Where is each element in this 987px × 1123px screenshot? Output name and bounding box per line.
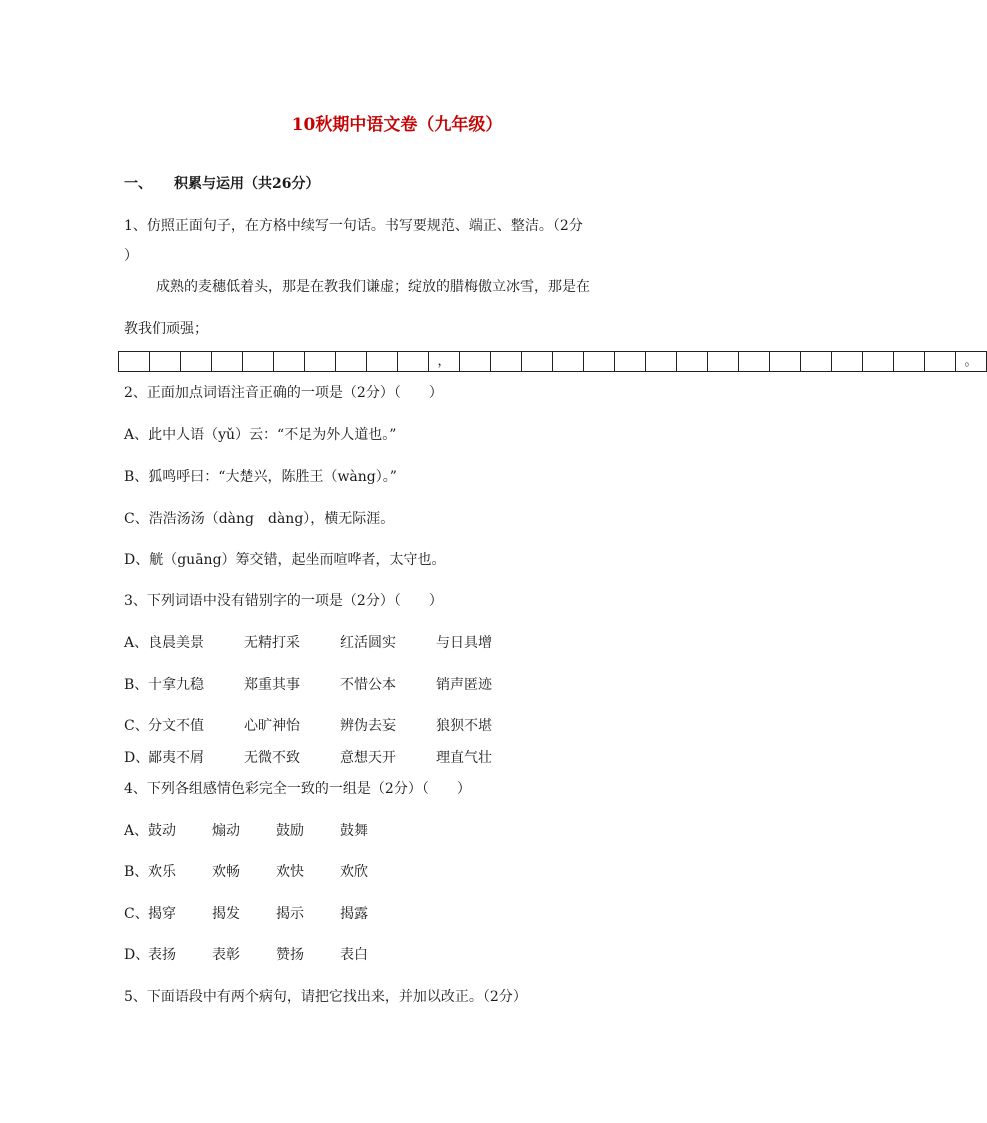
option-word: 心旷神怡 — [244, 718, 300, 734]
grid-cell[interactable] — [770, 352, 801, 371]
grid-cell[interactable] — [553, 352, 584, 371]
q4-option-b — [124, 862, 404, 882]
grid-cell[interactable] — [181, 352, 212, 371]
grid-cell[interactable] — [925, 352, 956, 371]
option-word: 良晨美景 — [148, 635, 204, 651]
option-word: 鼓励 — [276, 823, 304, 839]
q2-stem: 2、正面加点词语注音正确的一项是（2分）（ ） — [124, 385, 443, 401]
q3-option-c — [124, 716, 532, 736]
option-word: 揭露 — [340, 906, 368, 922]
option-word: 表白 — [340, 947, 368, 963]
option-word: 煽动 — [212, 823, 240, 839]
grid-cell[interactable] — [894, 352, 925, 371]
option-word: 红活圆实 — [340, 635, 396, 651]
option-word: 分文不值 — [148, 718, 204, 734]
grid-cell[interactable] — [863, 352, 894, 371]
grid-cell[interactable] — [491, 352, 522, 371]
option-word: 郑重其事 — [244, 677, 300, 693]
q4-option-a — [124, 821, 404, 841]
option-word: 表扬 — [148, 947, 176, 963]
option-label: D、 — [124, 750, 150, 766]
q2-option-c: C、浩浩汤汤（dàng dàng），横无际涯。 — [124, 511, 395, 527]
option-word: 揭示 — [276, 906, 304, 922]
grid-cell[interactable] — [646, 352, 677, 371]
q3-option-a — [124, 633, 532, 653]
option-label: D、 — [124, 947, 150, 963]
grid-cell[interactable]: ， — [429, 352, 460, 371]
option-word: 意想天开 — [340, 750, 396, 766]
option-label: B、 — [124, 677, 149, 693]
section-label: 积累与运用（共26分） — [174, 176, 320, 192]
grid-cell[interactable] — [305, 352, 336, 371]
option-label: A、 — [124, 635, 149, 651]
section-heading — [124, 174, 319, 194]
grid-cell[interactable] — [398, 352, 429, 371]
q4-option-c — [124, 904, 404, 924]
option-word: 欢乐 — [148, 864, 176, 880]
option-word: 揭穿 — [148, 906, 176, 922]
q2-option-a: A、此中人语（yǔ）云：“不足为外人道也。” — [124, 427, 397, 443]
grid-cell[interactable] — [801, 352, 832, 371]
option-label: C、 — [124, 906, 149, 922]
q3-option-b — [124, 675, 532, 695]
option-word: 不惜公本 — [340, 677, 396, 693]
option-label: C、 — [124, 718, 149, 734]
q3-option-d — [124, 748, 532, 768]
grid-cell[interactable] — [274, 352, 305, 371]
grid-cell[interactable] — [708, 352, 739, 371]
option-word: 欢畅 — [212, 864, 240, 880]
page-title: 10秋期中语文卷（九年级） — [291, 115, 503, 135]
option-word: 十拿九稳 — [148, 677, 204, 693]
option-word: 表彰 — [212, 947, 240, 963]
option-word: 理直气壮 — [436, 750, 492, 766]
q2-option-b: B、狐鸣呼曰：“大楚兴，陈胜王（wàng）。” — [124, 469, 397, 485]
grid-cell[interactable] — [367, 352, 398, 371]
option-word: 鄙夷不屑 — [148, 750, 204, 766]
q1-example-line1: 成熟的麦穗低着头，那是在教我们谦虚；绽放的腊梅傲立冰雪，那是在 — [156, 279, 590, 295]
option-word: 鼓动 — [148, 823, 176, 839]
option-word: 无精打采 — [244, 635, 300, 651]
answer-grid[interactable] — [118, 351, 987, 372]
section-number: 一、 — [124, 176, 152, 192]
option-word: 辨伪去妄 — [340, 718, 396, 734]
option-word: 无微不致 — [244, 750, 300, 766]
q4-option-d — [124, 945, 404, 965]
option-label: A、 — [124, 823, 149, 839]
grid-cell[interactable] — [739, 352, 770, 371]
q5-stem: 5、下面语段中有两个病句，请把它找出来，并加以改正。（2分） — [124, 989, 527, 1005]
q4-stem: 4、下列各组感情色彩完全一致的一组是（2分）（ ） — [124, 781, 471, 797]
grid-cell[interactable] — [677, 352, 708, 371]
q2-option-d: D、觥（guāng）筹交错，起坐而喧哗者，太守也。 — [124, 552, 446, 568]
q1-example-line2: 教我们顽强； — [124, 321, 208, 337]
q3-stem: 3、下列词语中没有错别字的一项是（2分）（ ） — [124, 593, 443, 609]
grid-cell[interactable] — [522, 352, 553, 371]
option-word: 欢快 — [276, 864, 304, 880]
grid-cell[interactable] — [832, 352, 863, 371]
q1-stem-line1: 1、仿照正面句子，在方格中续写一句话。书写要规范、端正、整洁。（2分 — [124, 218, 583, 234]
option-label: B、 — [124, 864, 149, 880]
q1-stem-line2: ） — [124, 248, 138, 264]
grid-cell[interactable]: 。 — [956, 352, 987, 371]
option-word: 狼狈不堪 — [436, 718, 492, 734]
grid-cell[interactable] — [150, 352, 181, 371]
grid-cell[interactable] — [584, 352, 615, 371]
grid-cell[interactable] — [336, 352, 367, 371]
option-word: 销声匿迹 — [436, 677, 492, 693]
option-word: 鼓舞 — [340, 823, 368, 839]
grid-cell[interactable] — [243, 352, 274, 371]
grid-cell[interactable] — [460, 352, 491, 371]
grid-cell[interactable] — [119, 352, 150, 371]
grid-cell[interactable] — [212, 352, 243, 371]
grid-cell[interactable] — [615, 352, 646, 371]
option-word: 揭发 — [212, 906, 240, 922]
option-word: 赞扬 — [276, 947, 304, 963]
option-word: 欢欣 — [340, 864, 368, 880]
option-word: 与日具增 — [436, 635, 492, 651]
